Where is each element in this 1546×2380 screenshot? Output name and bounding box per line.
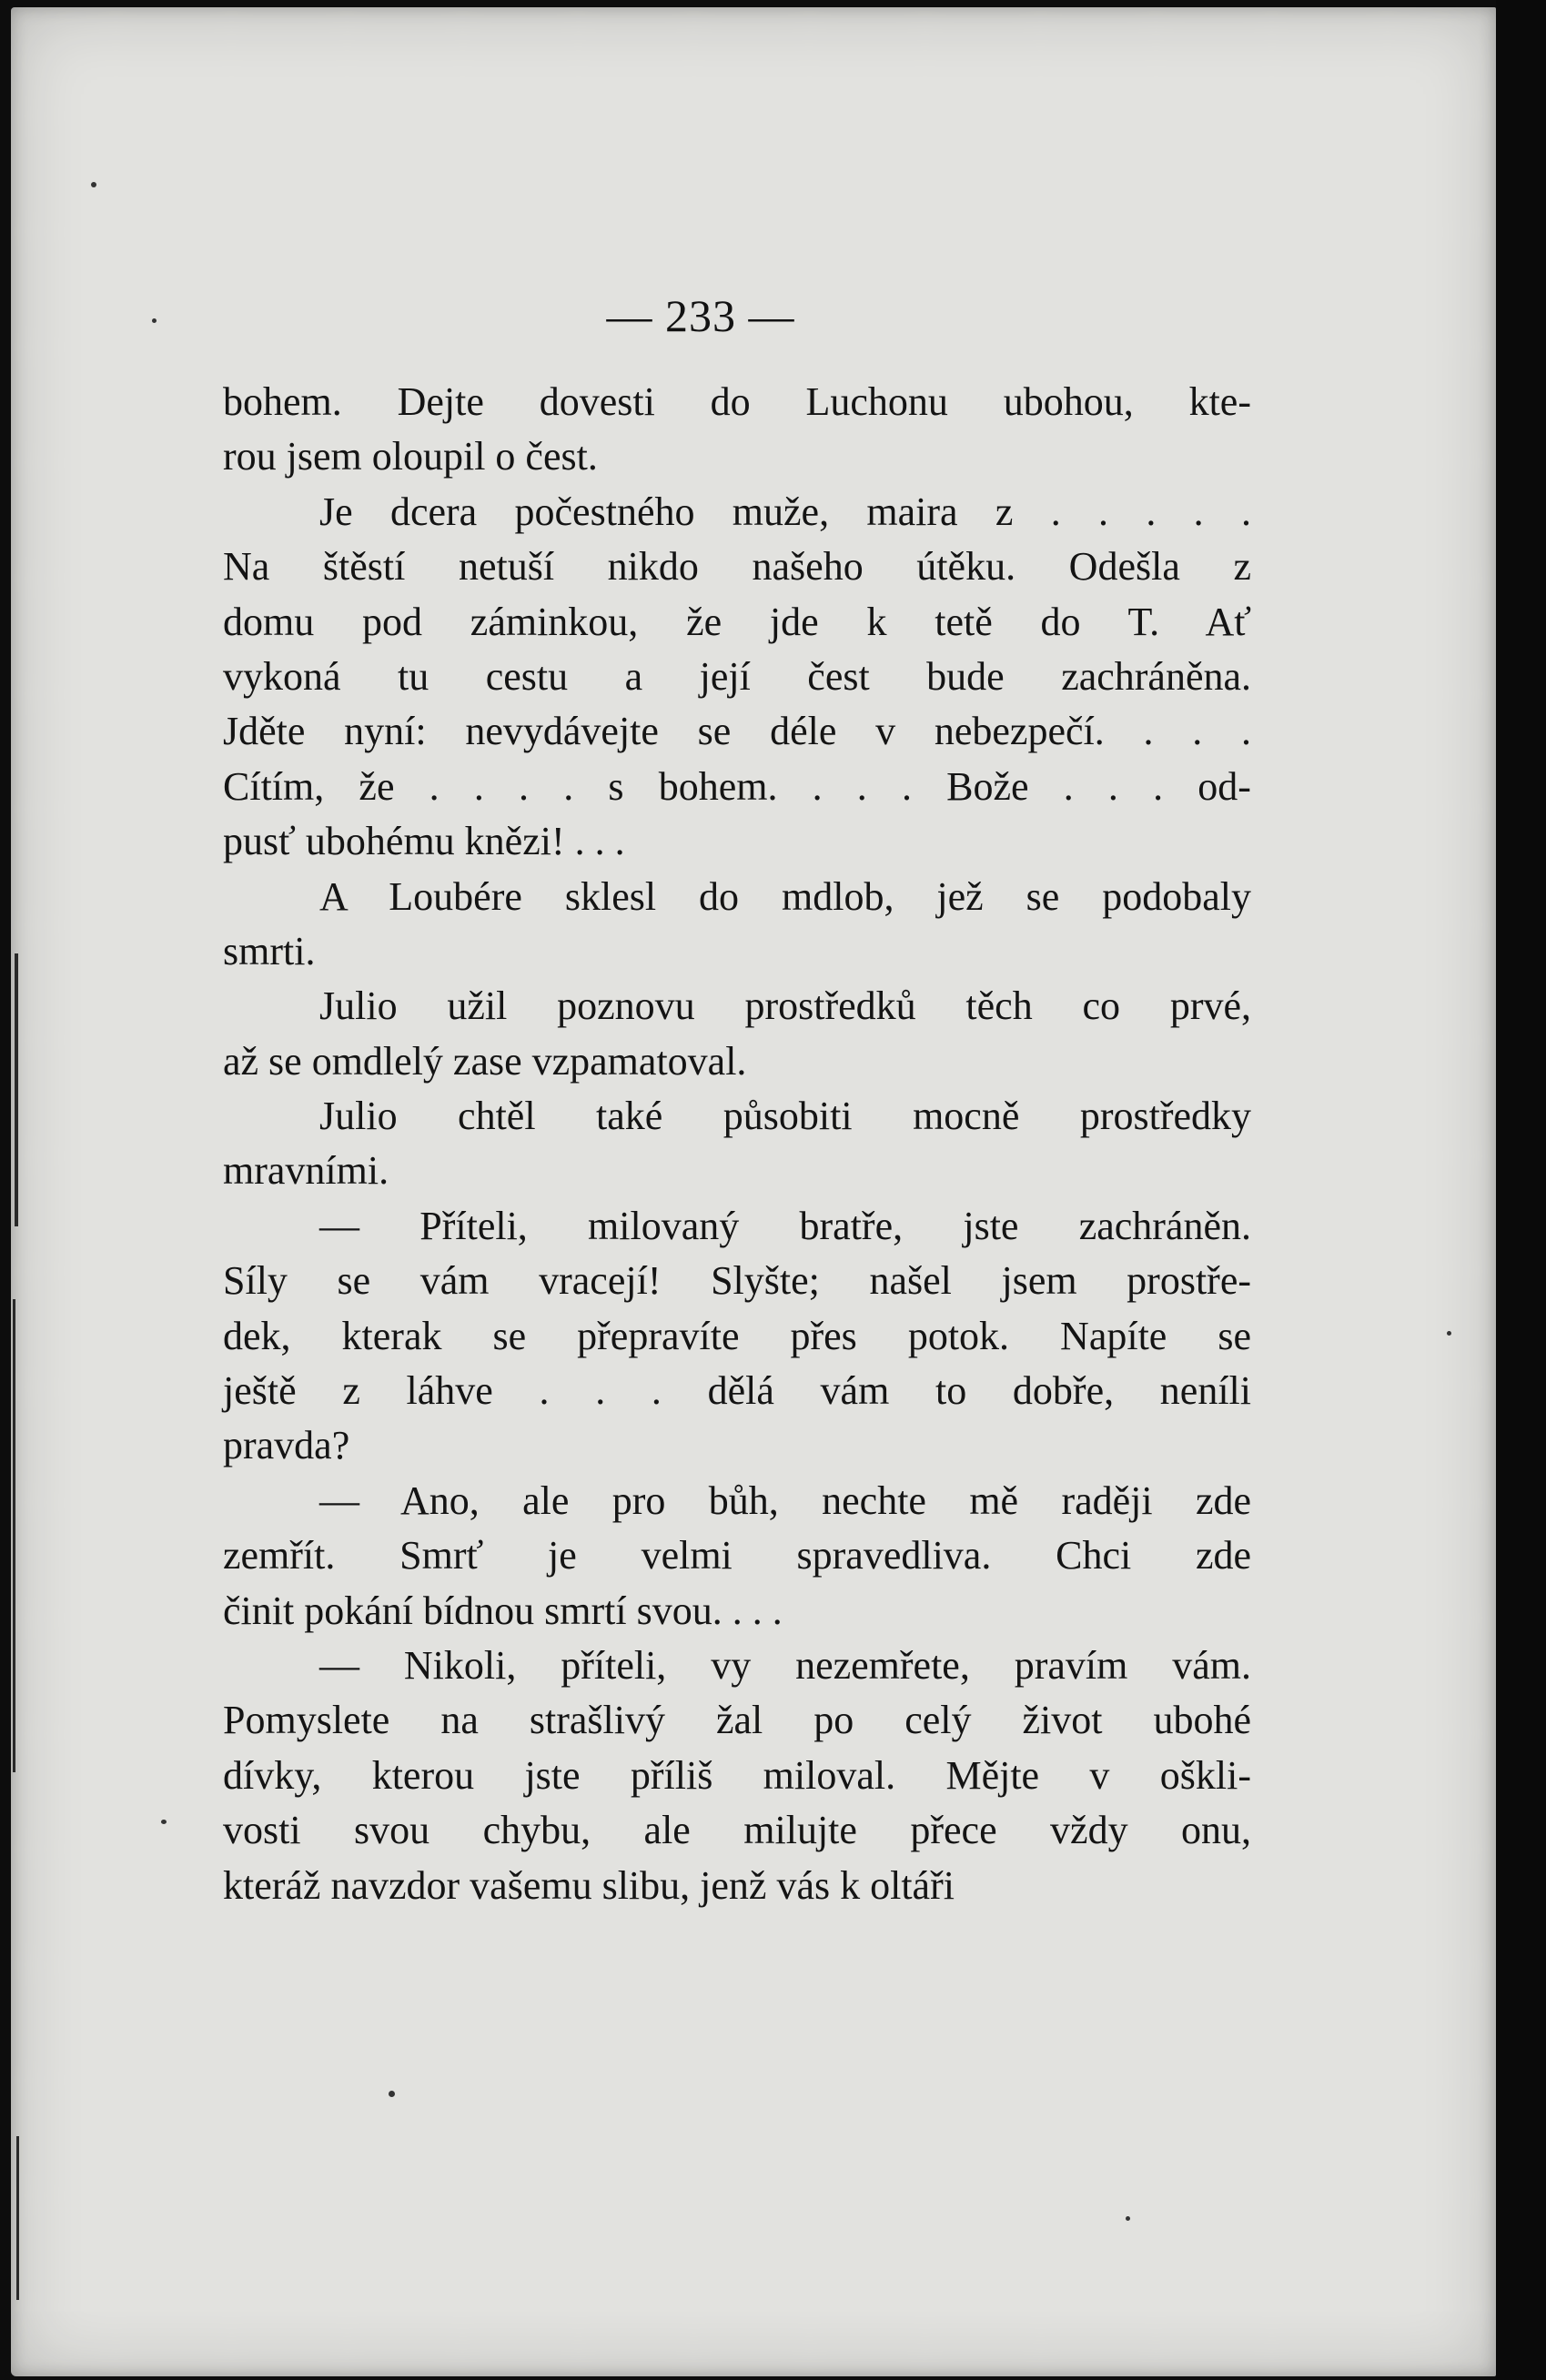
text-line: pravda? bbox=[223, 1423, 350, 1468]
page-edge-shadow bbox=[1496, 0, 1546, 2380]
text-line: bohem. Dejte dovesti do Luchonu ubohou, kte- bbox=[223, 379, 1251, 424]
paper-speck bbox=[389, 2091, 395, 2097]
text-line: — Nikoli, příteli, vy nezemřete, pravím vám. bbox=[319, 1642, 1252, 1688]
text-line: vykoná tu cestu a její čest bude zachráněna. bbox=[223, 653, 1252, 699]
text-line: kteráž navzdor vašemu slibu, jenž vás k oltáři bbox=[223, 1862, 955, 1908]
text-line: Julio chtěl také působiti mocně prostředky bbox=[319, 1094, 1252, 1139]
margin-mark bbox=[13, 1299, 15, 1772]
paper-speck bbox=[91, 182, 96, 187]
text-line: Síly se vám vracejí! Slyšte; našel jsem prostře- bbox=[223, 1258, 1252, 1304]
text-line: — Příteli, milovaný bratře, jste zachráněn. bbox=[319, 1203, 1251, 1248]
margin-mark bbox=[16, 2136, 19, 2300]
text-line: dívky, kterou jste příliš miloval. Mějte v oškli- bbox=[223, 1752, 1251, 1798]
text-line: Je dcera počestného muže, maira z . . . . . bbox=[319, 489, 1252, 534]
text-line: Jděte nyní: nevydávejte se déle v nebezpečí. . . . bbox=[223, 709, 1251, 754]
text-line: — Ano, ale pro bůh, nechte mě raději zde bbox=[319, 1477, 1252, 1523]
text-line: smrti. bbox=[223, 928, 316, 973]
text-line: Pomyslete na strašlivý žal po celý život ubohé bbox=[223, 1698, 1252, 1743]
paper-speck bbox=[1126, 2216, 1130, 2221]
text-line: Julio užil poznovu prostředků těch co prvé, bbox=[319, 983, 1251, 1029]
page-number: — 233 — bbox=[606, 290, 795, 341]
text-line: Cítím, že . . . . s bohem. . . . Bože . . . od- bbox=[223, 763, 1251, 809]
text-line: zemřít. Smrť je velmi spravedliva. Chci zde bbox=[223, 1533, 1252, 1578]
body-text bbox=[223, 375, 1251, 1913]
text-line: Na štěstí netuší nikdo našeho útěku. Odešla z bbox=[223, 544, 1251, 590]
text-line: A Loubére sklesl do mdlob, jež se podobaly bbox=[319, 873, 1252, 919]
text-line: rou jsem oloupil o čest. bbox=[223, 434, 598, 479]
text-line: dek, kterak se přepravíte přes potok. Napíte se bbox=[223, 1313, 1251, 1358]
text-line: domu pod záminkou, že jde k tetě do T. Ať bbox=[223, 599, 1252, 644]
text-line: činit pokání bídnou smrtí svou. . . . bbox=[223, 1588, 783, 1633]
text-line: ještě z láhve . . . dělá vám to dobře, neníli bbox=[223, 1368, 1251, 1414]
text-line: mravními. bbox=[223, 1148, 389, 1194]
margin-mark bbox=[15, 953, 18, 1226]
text-line: pusť ubohému knězi! . . . bbox=[223, 819, 625, 864]
text-line: vosti svou chybu, ale milujte přece vždy onu, bbox=[223, 1808, 1252, 1853]
paper-speck bbox=[1447, 1331, 1451, 1336]
paper-speck bbox=[161, 1820, 167, 1824]
text-line: až se omdlelý zase vzpamatoval. bbox=[223, 1038, 747, 1084]
